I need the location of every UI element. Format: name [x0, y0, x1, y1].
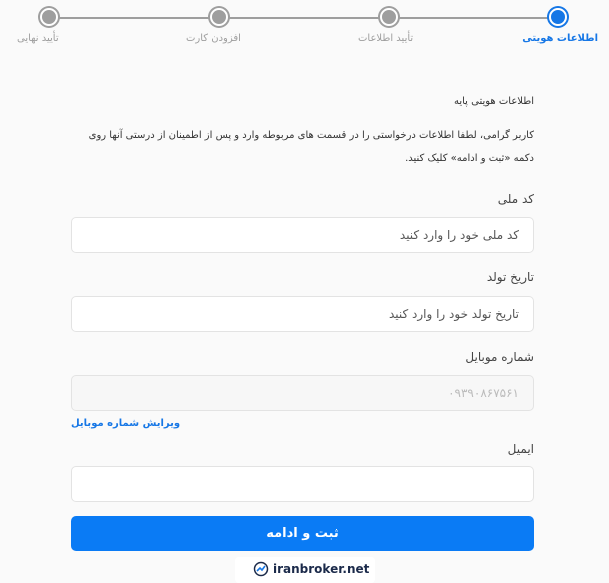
national-code-input[interactable]: کد ملی خود را وارد کنید — [71, 217, 534, 253]
section-title: اطلاعات هویتی پایه — [453, 96, 534, 107]
watermark — [235, 557, 375, 583]
birth-date-label: تاریخ تولد — [486, 270, 534, 284]
stepper — [0, 0, 609, 60]
step-dot — [210, 8, 228, 26]
mobile-label: شماره موبایل — [465, 350, 534, 364]
step-label: تأیید نهایی — [17, 33, 59, 44]
step-label: تأیید اطلاعات — [358, 33, 414, 44]
step-final-confirm[interactable] — [0, 0, 120, 60]
step-add-card[interactable] — [158, 0, 278, 60]
step-identity-info[interactable] — [498, 0, 609, 60]
step-confirm-info[interactable] — [328, 0, 448, 60]
stepper-line — [47, 17, 558, 19]
step-dot — [380, 8, 398, 26]
step-dot-active — [549, 8, 567, 26]
mobile-input: ۰۹۳۹۰۸۶۷۵۶۱ — [71, 375, 534, 411]
submit-button[interactable]: ثبت و ادامه — [71, 516, 534, 551]
intro-text: کاربر گرامی، لطفا اطلاعات درخواستی را در قسمت های مربوطه وارد و پس از اطمینان از درستی آنها روی دکمه «ثبت و ادامه» کلیک کنید. — [88, 130, 534, 164]
birth-date-input[interactable]: تاریخ تولد خود را وارد کنید — [71, 296, 534, 332]
step-label: افزودن کارت — [186, 33, 241, 44]
email-label: ایمیل — [507, 442, 534, 456]
watermark-text: iranbroker.net — [273, 562, 370, 576]
step-dot — [40, 8, 58, 26]
email-input[interactable] — [71, 466, 534, 502]
step-label: اطلاعات هویتی — [522, 33, 598, 44]
national-code-label: کد ملی — [497, 192, 534, 206]
iranbroker-logo-icon — [253, 561, 269, 577]
edit-mobile-link[interactable]: ویرایش شماره موبایل — [71, 418, 181, 429]
